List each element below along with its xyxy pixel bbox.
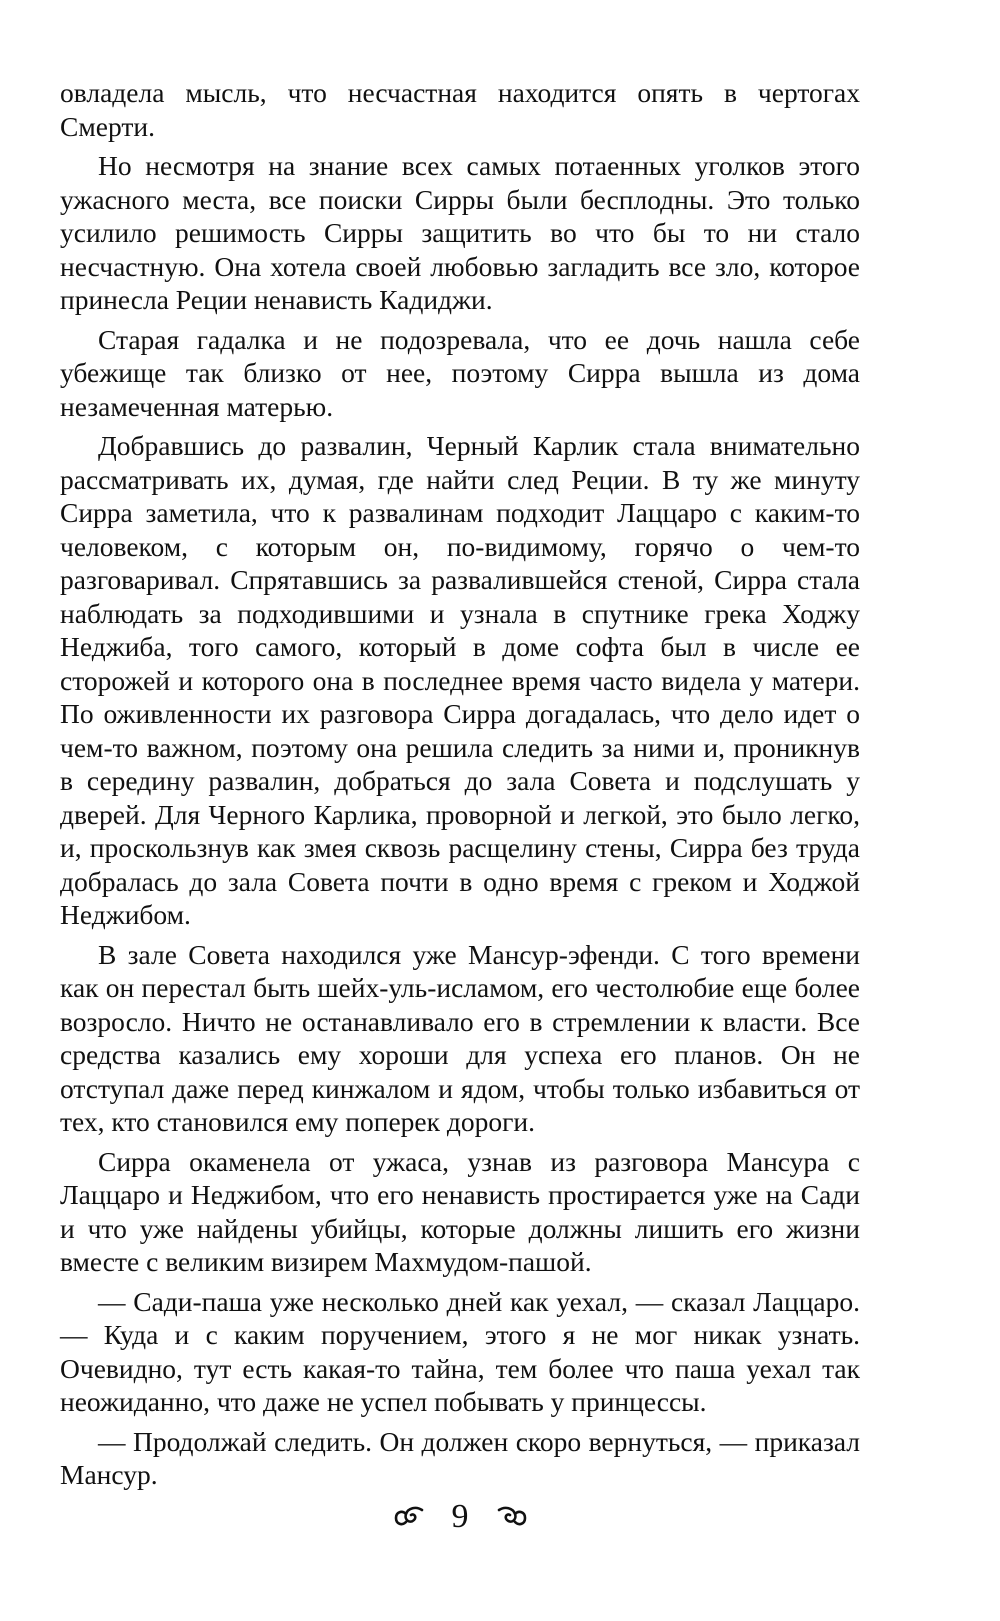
paragraph: В зале Совета находился уже Мансур-эфенди. С того времени как он перестал быть шейх-уль-исламом, его честолюбие еще более возросло. Ничто не останавливало его в стремлении к власти. Все средства казались ему хороши для успеха его планов. Он не отступал даже перед кинжалом и ядом, чтобы только избавиться от тех, кто становился ему поперек дороги. [60, 938, 860, 1137]
paragraph: Сирра окаменела от ужаса, узнав из разговора Мансура с Лаццаро и Неджибом, что его ненависть простирается уже на Сади и что уже найдены убийцы, которые должны лишить его жизни вместе с великим визирем Махмудом-пашой. [60, 1145, 860, 1277]
body-text [60, 76, 860, 1498]
page-folio [0, 1497, 920, 1537]
paragraph: Но несмотря на знание всех самых потаенных уголков этого ужасного места, все поиски Сирры были бесплодны. Это только усилило решимость Сирры защитить во что бы то ни стало несчастную. Она хотела своей любовью загладить все зло, которое принесла Реции ненависть Кадиджи. [60, 150, 860, 315]
paragraph: Добравшись до развалин, Черный Карлик стала внимательно рассматривать их, думая, где найти след Реции. В ту же минуту Сирра заметила, что к развалинам подходит Лаццаро с каким-то человеком, с которым он, по-видимому, горячо о чем-то разговаривал. Спрятавшись за развалившейся стеной, Сирра стала наблюдать за подходившими и узнала в спутнике грека Ходжу Неджиба, того самого, который в доме софта был в числе ее сторожей и которого она в последнее время часто видела у матери. По оживленности их разговора Сирра догадалась, что дело идет о чем-то важном, поэтому она решила следить за ними и, проникнув в середину развалин, добраться до зала Совета и подслушать у дверей. Для Черного Карлика, проворной и легкой, это было легко, и, проскользнув как змея сквозь расщелину стены, Сирра без труда добралась до зала Совета почти в одно время с греком и Ходжой Неджибом. [60, 430, 860, 930]
paragraph: Старая гадалка и не подозревала, что ее дочь нашла себе убежище так близко от нее, поэтому Сирра вышла из дома незамеченная матерью. [60, 323, 860, 422]
dialogue-paragraph: — Сади-паша уже несколько дней как уехал, — сказал Лаццаро. — Куда и с каким поручением, этого я не мог никак узнать. Очевидно, тут есть какая-то тайна, тем более что паша уехал так неожиданно, что даже не успел побывать у принцессы. [60, 1285, 860, 1417]
left-fleuron-icon [392, 1504, 426, 1530]
dialogue-paragraph: — Продолжай следить. Он должен скоро вернуться, — приказал Мансур. [60, 1425, 860, 1490]
paragraph-continued: овладела мысль, что несчастная находится опять в чертогах Смерти. [60, 77, 860, 142]
right-fleuron-icon [495, 1504, 529, 1530]
page-number: 9 [451, 1498, 469, 1535]
